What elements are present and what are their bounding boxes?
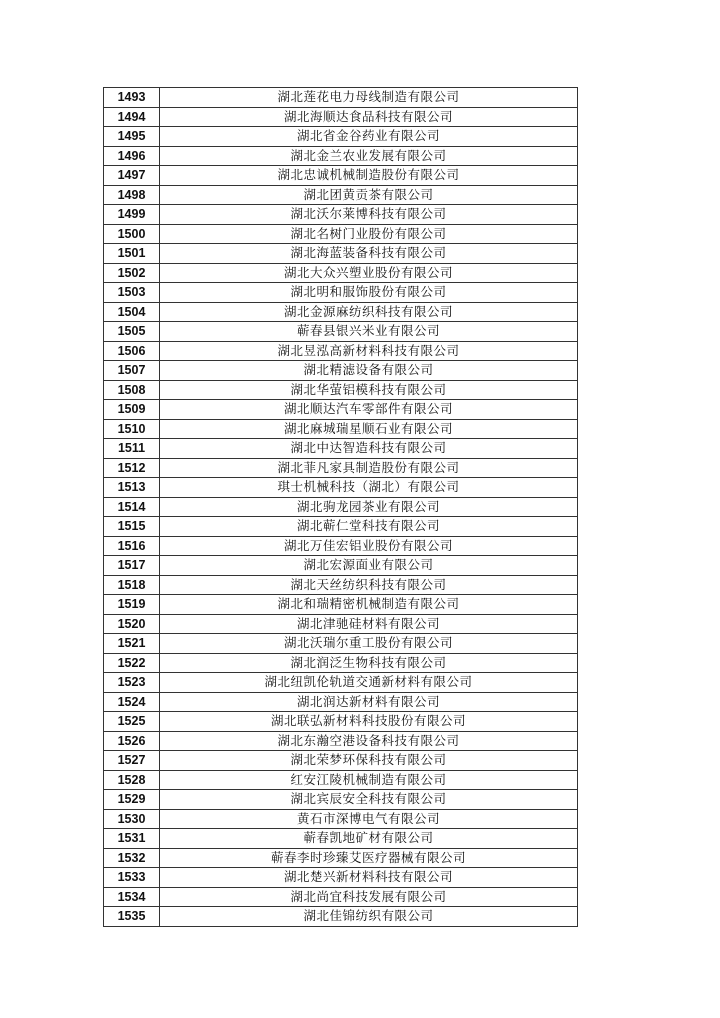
company-name: 蕲春李时珍臻艾医疗器械有限公司 xyxy=(160,848,578,868)
table-row xyxy=(104,244,578,264)
company-name: 蕲春县银兴米业有限公司 xyxy=(160,322,578,342)
company-name: 湖北省金谷药业有限公司 xyxy=(160,127,578,147)
company-name: 湖北明和服饰股份有限公司 xyxy=(160,283,578,303)
row-number: 1494 xyxy=(104,107,160,127)
company-name: 湖北沃尔莱博科技有限公司 xyxy=(160,205,578,225)
company-name: 湖北驹龙园茶业有限公司 xyxy=(160,497,578,517)
company-name: 湖北忠诚机械制造股份有限公司 xyxy=(160,166,578,186)
company-name: 湖北和瑞精密机械制造有限公司 xyxy=(160,595,578,615)
table-row xyxy=(104,692,578,712)
row-number: 1507 xyxy=(104,361,160,381)
table-row xyxy=(104,107,578,127)
row-number: 1502 xyxy=(104,263,160,283)
table-row xyxy=(104,868,578,888)
row-number: 1495 xyxy=(104,127,160,147)
company-name: 湖北华萤铝模科技有限公司 xyxy=(160,380,578,400)
company-name: 湖北团黄贡茶有限公司 xyxy=(160,185,578,205)
company-name: 湖北莲花电力母线制造有限公司 xyxy=(160,88,578,108)
row-number: 1506 xyxy=(104,341,160,361)
company-name: 湖北佳锦纺织有限公司 xyxy=(160,907,578,927)
company-name: 湖北名树门业股份有限公司 xyxy=(160,224,578,244)
company-name: 湖北麻城瑞星顺石业有限公司 xyxy=(160,419,578,439)
table-row xyxy=(104,575,578,595)
row-number: 1523 xyxy=(104,673,160,693)
company-name: 湖北顺达汽车零部件有限公司 xyxy=(160,400,578,420)
table-row xyxy=(104,790,578,810)
row-number: 1525 xyxy=(104,712,160,732)
company-name: 湖北润泛生物科技有限公司 xyxy=(160,653,578,673)
row-number: 1504 xyxy=(104,302,160,322)
table-row xyxy=(104,595,578,615)
company-name: 湖北东瀚空港设备科技有限公司 xyxy=(160,731,578,751)
table-row xyxy=(104,809,578,829)
row-number: 1517 xyxy=(104,556,160,576)
row-number: 1531 xyxy=(104,829,160,849)
row-number: 1498 xyxy=(104,185,160,205)
table-row xyxy=(104,224,578,244)
row-number: 1532 xyxy=(104,848,160,868)
table-row xyxy=(104,205,578,225)
table-row xyxy=(104,829,578,849)
company-name: 红安江陵机械制造有限公司 xyxy=(160,770,578,790)
row-number: 1521 xyxy=(104,634,160,654)
company-name: 湖北大众兴塑业股份有限公司 xyxy=(160,263,578,283)
company-name: 湖北蕲仁堂科技有限公司 xyxy=(160,517,578,537)
company-name: 琪士机械科技（湖北）有限公司 xyxy=(160,478,578,498)
company-list-table xyxy=(103,87,578,927)
row-number: 1515 xyxy=(104,517,160,537)
row-number: 1530 xyxy=(104,809,160,829)
company-name: 湖北宏源面业有限公司 xyxy=(160,556,578,576)
table-row xyxy=(104,322,578,342)
table-row xyxy=(104,848,578,868)
table-row xyxy=(104,127,578,147)
table-row xyxy=(104,887,578,907)
row-number: 1510 xyxy=(104,419,160,439)
table-row xyxy=(104,614,578,634)
row-number: 1499 xyxy=(104,205,160,225)
company-name: 蕲春凯地矿材有限公司 xyxy=(160,829,578,849)
table-row xyxy=(104,517,578,537)
table-row xyxy=(104,361,578,381)
table-row xyxy=(104,907,578,927)
company-name: 湖北金源麻纺织科技有限公司 xyxy=(160,302,578,322)
table-row xyxy=(104,478,578,498)
table-row xyxy=(104,458,578,478)
table-row xyxy=(104,419,578,439)
row-number: 1528 xyxy=(104,770,160,790)
row-number: 1501 xyxy=(104,244,160,264)
company-name: 湖北润达新材料有限公司 xyxy=(160,692,578,712)
row-number: 1534 xyxy=(104,887,160,907)
row-number: 1509 xyxy=(104,400,160,420)
row-number: 1505 xyxy=(104,322,160,342)
row-number: 1524 xyxy=(104,692,160,712)
table-row xyxy=(104,712,578,732)
company-name: 湖北宾辰安全科技有限公司 xyxy=(160,790,578,810)
table-row xyxy=(104,634,578,654)
table-row xyxy=(104,185,578,205)
row-number: 1514 xyxy=(104,497,160,517)
company-name: 湖北万佳宏铝业股份有限公司 xyxy=(160,536,578,556)
row-number: 1519 xyxy=(104,595,160,615)
row-number: 1527 xyxy=(104,751,160,771)
company-name: 湖北天丝纺织科技有限公司 xyxy=(160,575,578,595)
row-number: 1493 xyxy=(104,88,160,108)
table-row xyxy=(104,88,578,108)
row-number: 1529 xyxy=(104,790,160,810)
company-name: 湖北荣梦环保科技有限公司 xyxy=(160,751,578,771)
table-row xyxy=(104,653,578,673)
row-number: 1503 xyxy=(104,283,160,303)
table-row xyxy=(104,283,578,303)
row-number: 1511 xyxy=(104,439,160,459)
company-name: 湖北海蓝装备科技有限公司 xyxy=(160,244,578,264)
table-row xyxy=(104,146,578,166)
row-number: 1508 xyxy=(104,380,160,400)
company-name: 湖北纽凯伦轨道交通新材料有限公司 xyxy=(160,673,578,693)
table-row xyxy=(104,556,578,576)
table-row xyxy=(104,380,578,400)
row-number: 1526 xyxy=(104,731,160,751)
row-number: 1518 xyxy=(104,575,160,595)
table-row xyxy=(104,497,578,517)
row-number: 1522 xyxy=(104,653,160,673)
company-name: 湖北金兰农业发展有限公司 xyxy=(160,146,578,166)
row-number: 1535 xyxy=(104,907,160,927)
table-row xyxy=(104,439,578,459)
table-row xyxy=(104,751,578,771)
company-name: 湖北沃瑞尔重工股份有限公司 xyxy=(160,634,578,654)
table-row xyxy=(104,400,578,420)
company-name: 湖北尚宜科技发展有限公司 xyxy=(160,887,578,907)
row-number: 1533 xyxy=(104,868,160,888)
company-name: 湖北楚兴新材料科技有限公司 xyxy=(160,868,578,888)
table-row xyxy=(104,770,578,790)
table-row xyxy=(104,302,578,322)
row-number: 1512 xyxy=(104,458,160,478)
company-name: 湖北联弘新材料科技股份有限公司 xyxy=(160,712,578,732)
company-name: 湖北菲凡家具制造股份有限公司 xyxy=(160,458,578,478)
company-name: 湖北津驰硅材料有限公司 xyxy=(160,614,578,634)
table-row xyxy=(104,166,578,186)
table-row xyxy=(104,731,578,751)
company-name: 黄石市深博电气有限公司 xyxy=(160,809,578,829)
row-number: 1520 xyxy=(104,614,160,634)
company-name: 湖北海顺达食品科技有限公司 xyxy=(160,107,578,127)
row-number: 1496 xyxy=(104,146,160,166)
company-name: 湖北精滤设备有限公司 xyxy=(160,361,578,381)
company-name: 湖北昱泓高新材料科技有限公司 xyxy=(160,341,578,361)
row-number: 1516 xyxy=(104,536,160,556)
company-name: 湖北中达智造科技有限公司 xyxy=(160,439,578,459)
table-row xyxy=(104,673,578,693)
row-number: 1513 xyxy=(104,478,160,498)
table-body xyxy=(104,88,578,927)
row-number: 1497 xyxy=(104,166,160,186)
table-row xyxy=(104,341,578,361)
row-number: 1500 xyxy=(104,224,160,244)
table-row xyxy=(104,536,578,556)
table-row xyxy=(104,263,578,283)
